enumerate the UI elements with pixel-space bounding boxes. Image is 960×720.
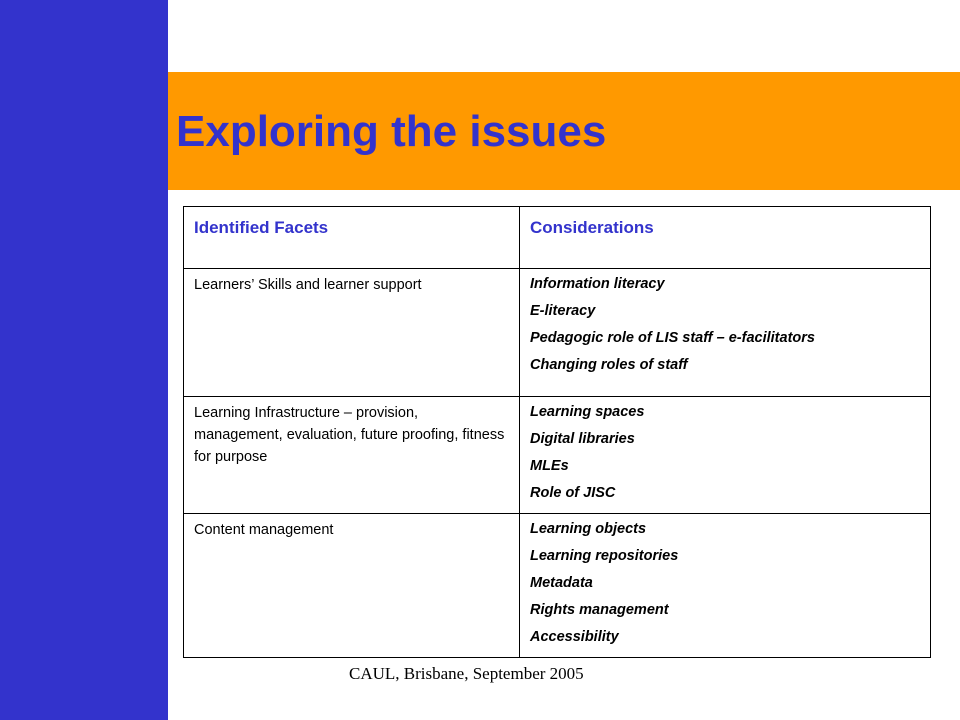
header-considerations: Considerations <box>520 207 931 269</box>
table-row <box>184 397 931 514</box>
considerations-cell <box>520 514 931 658</box>
table-header-row <box>184 207 931 269</box>
slide-footer: CAUL, Brisbane, September 2005 <box>349 664 584 683</box>
considerations-cell <box>520 397 931 514</box>
consideration-item: Digital libraries <box>530 431 635 447</box>
facet-cell: Learners’ Skills and learner support <box>184 269 520 397</box>
consideration-item: Learning spaces <box>530 404 645 420</box>
consideration-item: Learning objects <box>530 521 647 537</box>
consideration-item: Pedagogic role of LIS staff – e-facilitators <box>530 330 815 346</box>
slide-title: Exploring the issues <box>176 107 607 156</box>
facets-table <box>183 206 931 658</box>
table-row <box>184 514 931 658</box>
facet-cell: Content management <box>184 514 520 658</box>
left-accent-bar <box>0 0 168 720</box>
table-row <box>184 269 931 397</box>
consideration-item: Rights management <box>530 602 669 618</box>
consideration-item: MLEs <box>530 458 569 474</box>
consideration-item: Learning repositories <box>530 548 679 564</box>
consideration-item: Role of JISC <box>530 485 616 501</box>
consideration-item: Changing roles of staff <box>530 357 688 373</box>
facet-cell: Learning Infrastructure – provision, management, evaluation, future proofing, fitness for purpose <box>184 397 520 514</box>
header-identified-facets: Identified Facets <box>184 207 520 269</box>
consideration-item: Information literacy <box>530 276 665 292</box>
considerations-cell <box>520 269 931 397</box>
consideration-item: E-literacy <box>530 303 596 319</box>
consideration-item: Metadata <box>530 575 593 591</box>
consideration-item: Accessibility <box>530 629 619 645</box>
